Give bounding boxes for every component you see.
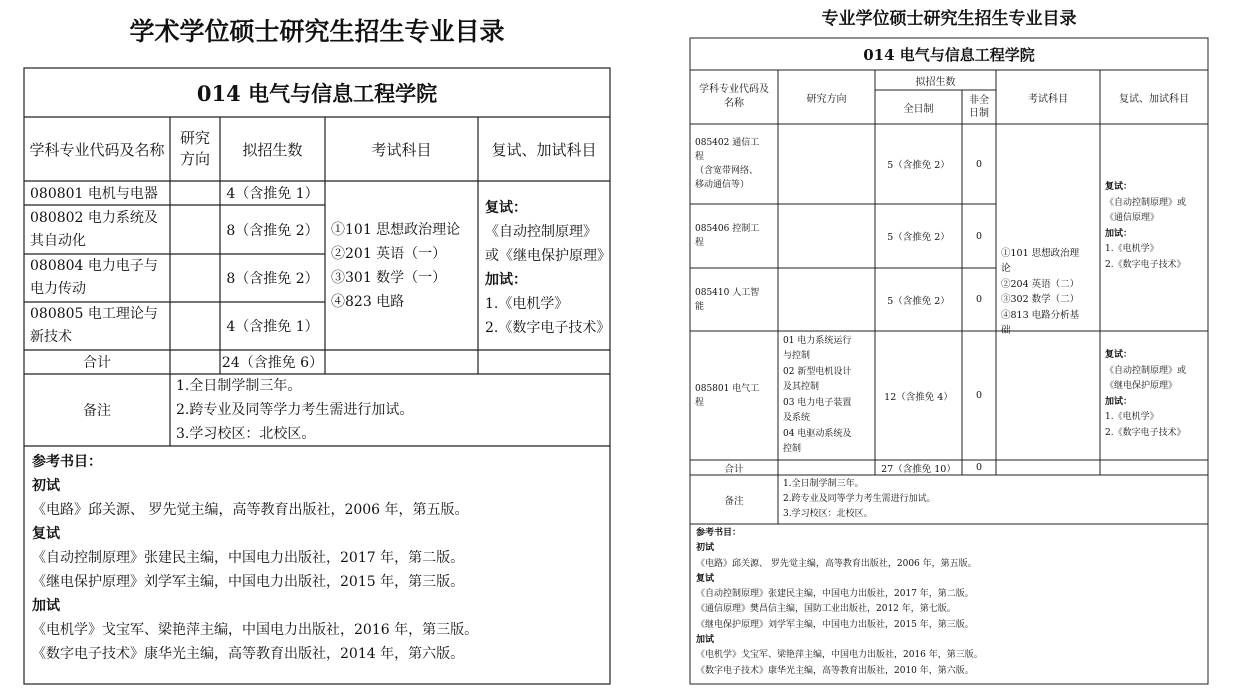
right-fushi-text: 《自动控制原理》或 《继电保护原理》 bbox=[1105, 365, 1187, 391]
right-retest-block-a bbox=[1105, 180, 1208, 273]
left-ref-item: 《继电保护原理》刘学军主编，中国电力出版社，2015 年，第三版。 bbox=[32, 574, 465, 590]
left-remarks-label: 备注 bbox=[83, 403, 111, 419]
right-references bbox=[696, 526, 1206, 679]
left-remarks-text: 1.全日制学制三年。 2.跨专业及同等学力考生需进行加试。 3.学习校区：北校区。 bbox=[176, 378, 414, 442]
right-fushi-text: 《自动控制原理》或 《通信原理》 bbox=[1105, 197, 1187, 223]
right-header-exam: 考试科目 bbox=[1028, 93, 1068, 105]
right-jiashi-label: 加试： bbox=[1105, 396, 1133, 407]
left-fushi-label: 复试： bbox=[485, 200, 527, 216]
right-total-parttime: 0 bbox=[975, 462, 983, 473]
right-refs-section-retest: 复试 bbox=[696, 573, 715, 584]
left-jiashi-label: 加试： bbox=[485, 272, 527, 288]
left-row-major: 080805 电工理论与 新技术 bbox=[30, 306, 158, 345]
right-header-parttime: 非全 日制 bbox=[969, 95, 989, 119]
left-refs-section-extra: 加试 bbox=[32, 598, 60, 614]
right-jiashi-text: 1.《电机学》 2.《数字电子技术》 bbox=[1105, 244, 1186, 270]
left-exam-subjects: ①101 思想政治理论 ②201 英语（一） ③301 数学（一） ④823 电路 bbox=[331, 221, 461, 310]
left-refs-section-retest: 复试 bbox=[32, 526, 60, 542]
right-page-title: 专业学位硕士研究生招生专业目录 bbox=[821, 9, 1077, 29]
right-row-major: 085402 通信工 程 （含宽带网络、 移动通信等） bbox=[695, 138, 760, 190]
right-fushi-label: 复试： bbox=[1105, 350, 1133, 360]
right-total-label: 合计 bbox=[724, 463, 744, 475]
left-header-exam: 考试科目 bbox=[371, 140, 432, 159]
left-header-major: 学科专业代码及名称 bbox=[29, 140, 165, 159]
left-header-direction: 研究 方向 bbox=[179, 129, 210, 168]
right-ref-item: 《通信原理》樊昌信主编，国防工业出版社，2012 年，第七版。 bbox=[696, 604, 956, 615]
right-row-direction: 01 电力系统运行 与控制 02 新型电机设计 及其控制 03 电力电子装置 及系统 04 电驱动系统及 控制 bbox=[783, 335, 852, 454]
right-ref-item: 《电机学》戈宝军、梁艳萍主编，中国电力出版社，2016 年，第三版。 bbox=[696, 650, 983, 661]
right-header-quota: 拟招生数 bbox=[915, 76, 956, 88]
left-fushi-text: 《自动控制原理》 或《继电保护原理》 bbox=[485, 224, 611, 264]
left-row-quota: 4（含推免 1） bbox=[226, 319, 319, 335]
right-header-direction: 研究方向 bbox=[806, 93, 847, 105]
right-refs-heading: 参考书目： bbox=[696, 528, 742, 538]
left-refs-heading: 参考书目： bbox=[32, 454, 102, 470]
left-total-label: 合计 bbox=[83, 355, 111, 371]
right-ref-item: 《继电保护原理》刘学军主编，中国电力出版社，2015 年，第三版。 bbox=[696, 619, 974, 630]
right-row-parttime: 0 bbox=[975, 294, 983, 305]
right-refs-section-initial: 初试 bbox=[696, 543, 715, 554]
left-header-retest: 复试、加试科目 bbox=[491, 140, 597, 159]
left-row-major: 080801 电机与电器 bbox=[30, 186, 158, 202]
right-total-fulltime: 27（含推免 10） bbox=[881, 463, 956, 475]
left-row-major: 080804 电力电子与 电力传动 bbox=[30, 258, 158, 297]
right-remarks-text: 1.全日制学制三年。 2.跨专业及同等学力考生需进行加试。 3.学习校区：北校区。 bbox=[783, 479, 936, 519]
right-row-parttime: 0 bbox=[975, 230, 983, 242]
left-total-quota: 24（含推免 6） bbox=[221, 355, 324, 371]
left-ref-item: 《数字电子技术》康华光主编，高等教育出版社，2014 年，第六版。 bbox=[32, 646, 465, 662]
left-row-quota: 4（含推免 1） bbox=[226, 186, 319, 202]
left-jiashi-text: 1.《电机学》 2.《数字电子技术》 bbox=[485, 296, 611, 336]
right-row-fulltime: 5（含推免 2） bbox=[887, 295, 950, 307]
left-ref-item: 《自动控制原理》张建民主编，中国电力出版社，2017 年，第二版。 bbox=[32, 550, 465, 566]
right-header-major: 学科专业代码及 名称 bbox=[699, 84, 769, 109]
right-header-retest: 复试、加试科目 bbox=[1119, 93, 1189, 105]
right-row-major: 085410 人工智 能 bbox=[695, 287, 760, 312]
left-ref-item: 《电机学》戈宝军、梁艳萍主编，中国电力出版社，2016 年，第三版。 bbox=[32, 622, 479, 638]
right-row-fulltime: 12（含推免 4） bbox=[884, 391, 953, 403]
right-refs-section-extra: 加试 bbox=[696, 635, 715, 646]
left-page-title: 学术学位硕士研究生招生专业目录 bbox=[129, 17, 505, 46]
left-row-quota: 8（含推免 2） bbox=[226, 271, 319, 287]
right-exam-subjects: ①101 思想政治理 论 ②204 英语（二） ③302 数学（二） ④813 电路分析基 础 bbox=[1001, 247, 1080, 336]
right-ref-item: 《数字电子技术》康华光主编，高等教育出版社，2010 年，第六版。 bbox=[696, 665, 974, 676]
right-row-major: 085406 控制工 程 bbox=[695, 224, 760, 248]
right-remarks-label: 备注 bbox=[724, 495, 744, 507]
right-jiashi-label: 加试： bbox=[1105, 228, 1133, 239]
right-row-major: 085801 电气工 程 bbox=[695, 383, 760, 408]
right-fushi-label: 复试： bbox=[1105, 182, 1133, 192]
left-row-quota: 8（含推免 2） bbox=[226, 222, 319, 239]
right-jiashi-text: 1.《电机学》 2.《数字电子技术》 bbox=[1105, 412, 1186, 438]
right-row-fulltime: 5（含推免 2） bbox=[887, 232, 950, 243]
right-retest-block-b bbox=[1105, 348, 1208, 441]
left-college-title: 014 电气与信息工程学院 bbox=[196, 80, 438, 106]
right-row-fulltime: 5（含推免 2） bbox=[887, 160, 950, 171]
left-ref-item: 《电路》邱关源、 罗先觉主编，高等教育出版社，2006 年，第五版。 bbox=[32, 502, 469, 518]
left-header-quota: 拟招生数 bbox=[242, 140, 303, 159]
right-row-parttime: 0 bbox=[975, 158, 983, 170]
left-row-major: 080802 电力系统及 其自动化 bbox=[30, 209, 158, 249]
right-row-parttime: 0 bbox=[975, 390, 983, 401]
left-refs-section-initial: 初试 bbox=[32, 478, 60, 494]
right-ref-item: 《电路》邱关源、 罗先觉主编，高等教育出版社，2006 年，第五版。 bbox=[696, 558, 977, 569]
right-ref-item: 《自动控制原理》张建民主编，中国电力出版社，2017 年，第二版。 bbox=[696, 589, 974, 600]
right-college-title: 014 电气与信息工程学院 bbox=[863, 45, 1035, 64]
right-header-fulltime: 全日制 bbox=[903, 103, 934, 115]
